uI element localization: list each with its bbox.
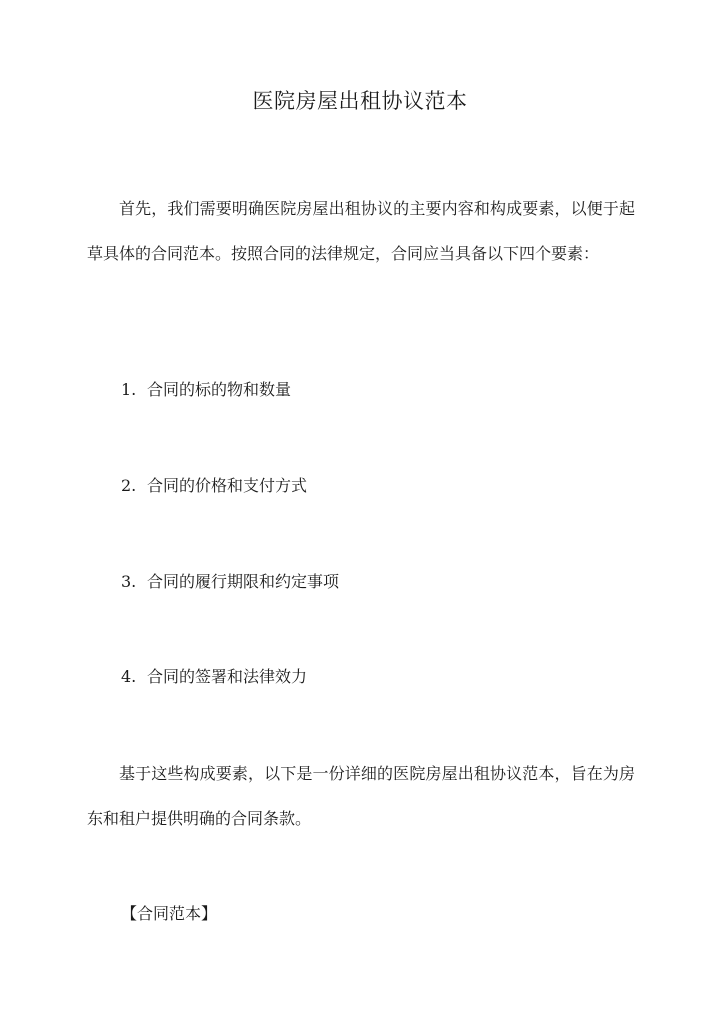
intro-paragraph: 首先，我们需要明确医院房屋出租协议的主要内容和构成要素，以便于起草具体的合同范本。按照合同的法律规定，合同应当具备以下四个要素： [87,199,635,263]
list-item-number: 1. [121,380,137,399]
section-heading: 【合同范本】 [121,904,218,923]
summary-paragraph: 基于这些构成要素，以下是一份详细的医院房屋出租协议范本，旨在为房东和租户提供明确的合同条款。 [87,764,635,828]
list-item-text: 合同的标的物和数量 [147,380,292,399]
list-item [121,474,307,498]
list-item-number: 2. [121,476,137,495]
list-item [121,665,307,689]
list-item-text: 合同的价格和支付方式 [147,476,308,495]
list-item [121,570,339,594]
list-item-text: 合同的履行期限和约定事项 [147,572,340,591]
list-item-text: 合同的签署和法律效力 [147,667,308,686]
list-item [121,378,291,402]
list-item-number: 3. [121,572,137,591]
document-title: 医院房屋出租协议范本 [252,89,468,113]
list-item-number: 4. [121,667,137,686]
